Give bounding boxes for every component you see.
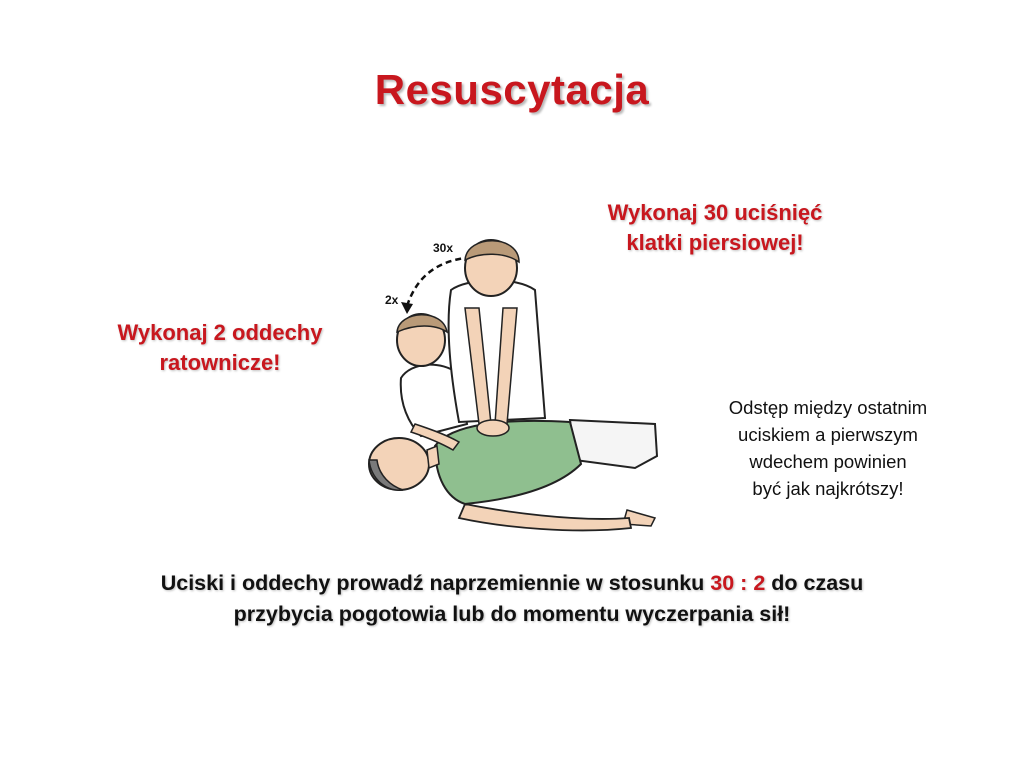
ratio-instruction-line-1	[60, 568, 964, 599]
arrow-head-bottom-icon	[401, 302, 413, 314]
label-30x: 30x	[433, 241, 454, 255]
breaths-note-line-1: Wykonaj 2 oddechy	[117, 320, 323, 345]
ratio-text-before: Uciski i oddechy prowadź naprzemiennie w stosunku	[160, 571, 705, 595]
ratio-instruction-line-2: przybycia pogotowia lub do momentu wyczerpania sił!	[233, 602, 791, 626]
compressions-note-line-1: Wykonaj 30 uciśnięć	[607, 200, 823, 225]
label-2x: 2x	[385, 293, 399, 307]
ratio-text-after: do czasu	[771, 571, 864, 595]
gap-note-line-1: Odstęp między ostatnim	[728, 397, 928, 418]
ratio-instruction	[60, 568, 964, 630]
gap-note-line-3: wdechem powinien	[749, 451, 907, 472]
gap-note-line-2: uciskiem a pierwszym	[738, 424, 918, 445]
slide-title: Resuscytacja	[374, 66, 650, 113]
gap-note-line-4: być jak najkrótszy!	[752, 478, 904, 499]
breaths-note-line-2: ratownicze!	[159, 350, 281, 375]
rescuer-compressions-figure	[449, 240, 545, 436]
cpr-illustration	[355, 228, 665, 538]
gap-note	[668, 394, 988, 502]
ratio-value: 30 : 2	[710, 571, 766, 595]
compressions-note-line-2: klatki piersiowej!	[626, 230, 804, 255]
patient-figure	[369, 420, 657, 530]
breaths-note	[70, 318, 370, 378]
